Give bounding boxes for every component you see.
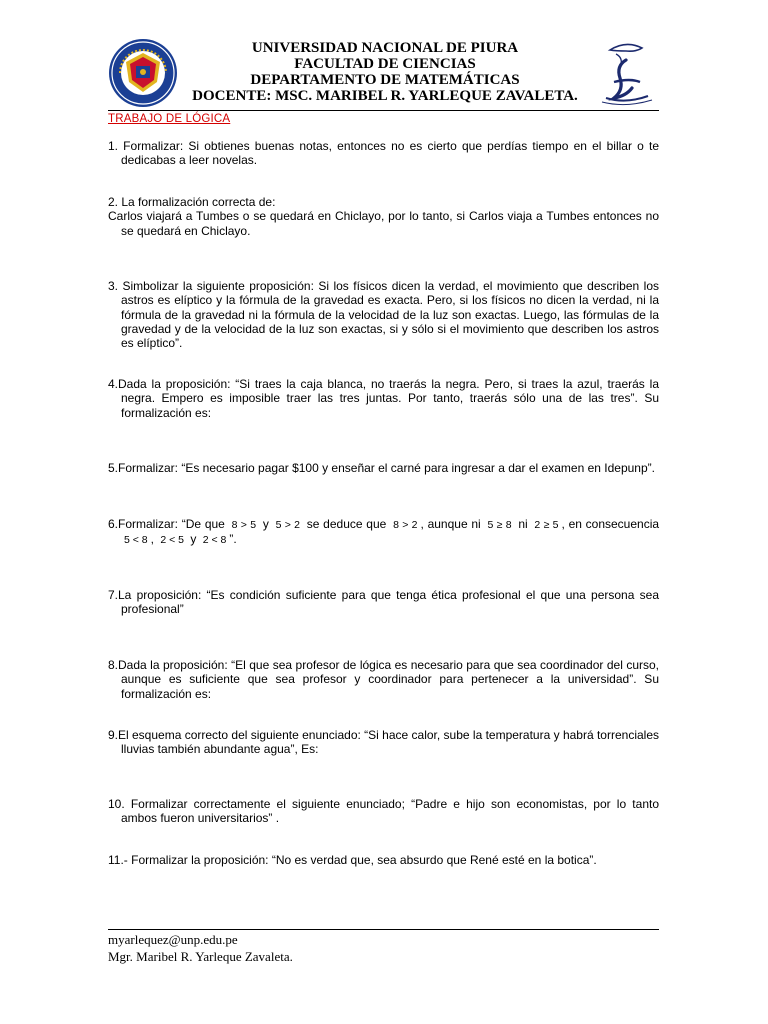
document-footer (108, 931, 293, 965)
question-5-text: 5.Formalizar: “Es necesario pagar $100 y enseñar el carné para ingresar a dar el examen en Idepunp”. (108, 461, 655, 475)
question-10 (108, 797, 659, 826)
footer-email: myarlequez@unp.edu.pe (108, 932, 238, 947)
q6-text: y (190, 532, 197, 547)
question-2 (108, 195, 659, 238)
q6-text: , aunque ni (420, 517, 481, 531)
question-11-text: 11.- Formalizar la proposición: “No es verdad que, sea absurdo que René esté en la botica”. (108, 853, 597, 867)
question-8-text: 8.Dada la proposición: “El que sea profesor de lógica es necesario para que sea coordinador del curso, aunque es suficiente que sea profesor y coordinador para pertenecer a la universidad”. Su formalización es: (108, 658, 659, 701)
question-6 (108, 517, 659, 548)
question-8 (108, 658, 659, 701)
question-10-text: 10. Formalizar correctamente el siguiente enunciado; “Padre e hijo son economistas, por lo tanto ambos fueron universitarios” . (108, 797, 659, 826)
q6-text: ”. (229, 532, 237, 547)
question-3-text: 3. Simbolizar la siguiente proposición: Si los físicos dicen la verdad, el movimiento que describen los astros es elíptico y la fórmula de la gravedad es exacta. Pero, si los físicos no dicen la verdad, ni la fórmula de la gravedad ni la fórmula de la velocidad de la luz son exactas. Luego, las fórmulas de la gravedad y de la velocidad de la luz son exactas, si y sólo si el movimiento que describen los astros es elíptico”. (108, 279, 659, 351)
document-header (170, 40, 600, 104)
q6-text: , en consecuencia (561, 517, 660, 531)
q6-math: 2 < 5 (160, 534, 184, 547)
question-7-text: 7.La proposición: “Es condición suficiente para que tenga ética profesional el que una persona sea profesional” (108, 588, 659, 617)
question-11 (108, 853, 659, 867)
question-9-text: 9.El esquema correcto del siguiente enunciado: “Si hace calor, sube la temperatura y habrá torrenciales lluvias también abundante agua”, Es: (108, 728, 659, 757)
q6-math: 8 > 5 (231, 519, 257, 531)
document-title: TRABAJO DE LÓGICA (108, 113, 231, 125)
department-name: DEPARTAMENTO DE MATEMÁTICAS (250, 72, 520, 88)
header-divider (108, 110, 659, 111)
q6-math: 5 < 8 (124, 534, 148, 547)
question-2-text: Carlos viajará a Tumbes o se quedará en Chiclayo, por lo tanto, si Carlos viaja a Tumbes entonces no se quedará en Chiclayo. (108, 209, 659, 238)
university-seal-logo (108, 38, 178, 108)
question-2-intro: 2. La formalización correcta de: (108, 195, 276, 209)
teacher-name: DOCENTE: MSC. MARIBEL R. YARLEQUE ZAVALETA. (192, 88, 578, 104)
q6-text: , (150, 532, 154, 547)
q6-text: 6.Formalizar: “De que (108, 517, 225, 531)
q6-text: ni (518, 517, 528, 531)
question-4-text: 4.Dada la proposición: “Si traes la caja blanca, no traerás la negra. Pero, si traes la azul, traerás la negra. Empero es imposible traer las tres juntas. Por tanto, traerás sólo una de las tres”. Su formalización es: (108, 377, 659, 420)
question-7 (108, 588, 659, 617)
q6-math: 2 ≥ 5 (534, 519, 559, 531)
question-3 (108, 279, 659, 350)
footer-author: Mgr. Maribel R. Yarleque Zavaleta. (108, 949, 293, 964)
q6-math: 2 < 8 (202, 534, 227, 547)
question-6-text (108, 517, 659, 548)
question-5 (108, 461, 659, 475)
question-1-text: 1. Formalizar: Si obtienes buenas notas, entonces no es cierto que perdías tiempo en el billar o te dedicabas a leer novelas. (108, 139, 659, 168)
q6-text: se deduce que (306, 517, 387, 531)
question-9 (108, 728, 659, 757)
faculty-name: FACULTAD DE CIENCIAS (294, 56, 476, 72)
footer-divider (108, 929, 659, 930)
q6-text: y (262, 517, 269, 531)
q6-math: 5 > 2 (275, 519, 301, 531)
q6-math: 5 ≥ 8 (487, 519, 512, 531)
q6-math: 8 > 2 (393, 519, 418, 531)
question-1 (108, 139, 659, 168)
faculty-logo (596, 38, 656, 108)
university-name: UNIVERSIDAD NACIONAL DE PIURA (251, 40, 519, 56)
question-4 (108, 377, 659, 420)
